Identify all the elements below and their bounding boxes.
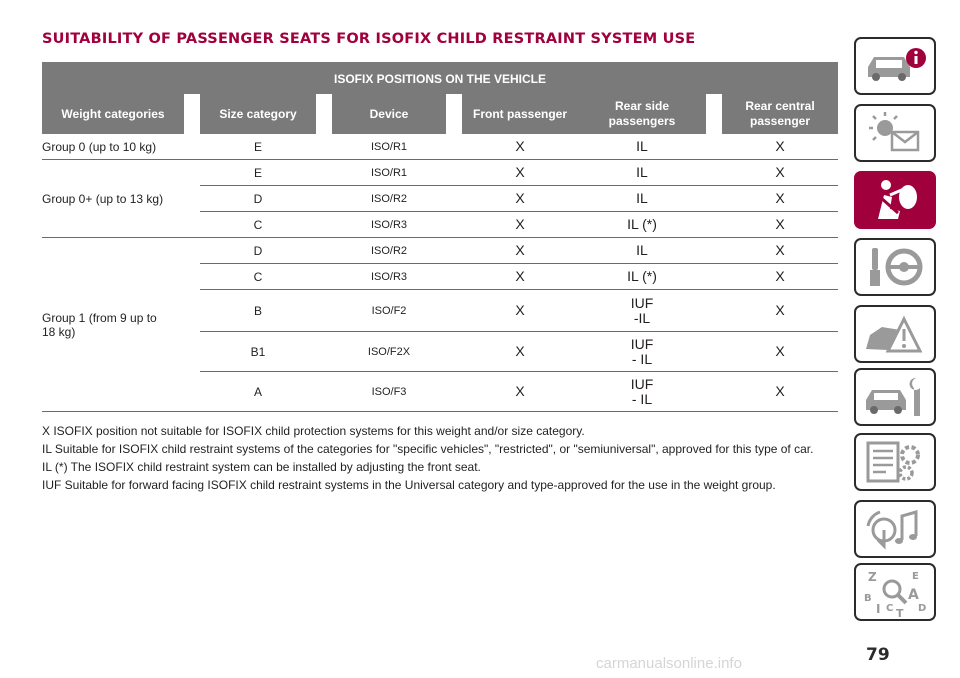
header-rear-side-passengers	[578, 94, 706, 134]
device-cell: ISO/F2X	[367, 345, 411, 358]
header-separator	[446, 94, 462, 134]
front-cell: X	[515, 216, 525, 232]
front-cell: X	[515, 343, 525, 359]
group-label	[42, 238, 200, 412]
size-cell: B	[253, 303, 262, 318]
header-rear-central-passenger	[722, 94, 838, 134]
rear-central-cell: X	[775, 190, 785, 206]
note-il-star: IL (*) The ISOFIX child restraint system can be installed by adjusting the front seat.	[42, 460, 481, 474]
group-label: Group 0+ (up to 13 kg)	[42, 160, 200, 238]
key-steering-wheel-icon	[860, 242, 930, 292]
rear-central-cell: X	[775, 268, 785, 284]
size-cell: C	[253, 269, 263, 284]
note-iuf: IUF Suitable for forward facing ISOFIX child restraint systems in the Universal category and type-approved for the use in the weight group.	[42, 478, 776, 492]
rear-side-cell: IL (*)	[627, 216, 657, 232]
car-maintenance-icon	[860, 372, 930, 422]
group-label-line1: Group 1 (from 9 up to	[42, 310, 157, 325]
device-cell: ISO/R2	[370, 244, 408, 257]
rear-side-line1: IUF	[630, 375, 654, 392]
rear-side-cell	[578, 290, 706, 331]
table-row	[200, 186, 838, 212]
device-cell: ISO/R3	[370, 218, 408, 231]
rear-side-line2: - IL	[631, 390, 653, 407]
index-letter: E	[912, 571, 919, 582]
group-label: Group 0 (up to 10 kg)	[42, 134, 200, 160]
rear-side-cell: IL (*)	[627, 268, 657, 284]
rear-side-cell	[578, 372, 706, 411]
size-cell: A	[253, 384, 262, 399]
tab-car-accident[interactable]	[854, 305, 936, 363]
rear-side-cell: IL	[636, 138, 648, 154]
size-cell: C	[253, 217, 263, 232]
header-rear-side-line1: Rear side	[614, 99, 670, 113]
table-row	[200, 332, 838, 372]
tab-technical-data[interactable]	[854, 433, 936, 491]
rear-central-cell: X	[775, 164, 785, 180]
size-cell: D	[253, 243, 263, 258]
header-weight-categories: Weight categories	[61, 106, 165, 121]
index-letter: D	[918, 603, 927, 614]
device-cell: ISO/R2	[370, 192, 408, 205]
index-letter: B	[864, 593, 872, 604]
index-letter: T	[896, 607, 904, 617]
rear-side-line2: - IL	[631, 350, 653, 367]
car-accident-icon	[860, 309, 930, 359]
table-row	[200, 160, 838, 186]
header-front-passenger: Front passenger	[472, 106, 568, 121]
tab-alphabetical-index[interactable]	[854, 563, 936, 621]
header-rear-side-line2: passengers	[608, 114, 676, 128]
table-header-row	[42, 94, 838, 134]
rear-side-line1: IUF	[630, 335, 654, 352]
airbag-seat-icon	[860, 175, 930, 225]
rear-central-cell: X	[775, 302, 785, 318]
index-letter: I	[876, 602, 881, 616]
tab-car-maintenance[interactable]	[854, 368, 936, 426]
header-separator	[706, 94, 722, 134]
header-device: Device	[369, 106, 409, 121]
table-row	[200, 372, 838, 412]
front-cell: X	[515, 190, 525, 206]
rear-side-cell	[578, 332, 706, 371]
tab-key-steering[interactable]	[854, 238, 936, 296]
header-separator	[316, 94, 332, 134]
note-il: IL Suitable for ISOFIX child restraint systems of the categories for "specific vehicles", "restricted", or "semiuniversal", approved for this type of car.	[42, 442, 814, 456]
tab-warning-lights[interactable]	[854, 104, 936, 162]
table-row	[200, 238, 838, 264]
device-cell: ISO/F3	[371, 385, 407, 398]
header-size-category: Size category	[219, 106, 297, 121]
front-cell: X	[515, 164, 525, 180]
note-x: X ISOFIX position not suitable for ISOFIX child protection systems for this weight and/or size category.	[42, 424, 585, 438]
technical-data-icon	[860, 437, 930, 487]
page-title: SUITABILITY OF PASSENGER SEATS FOR ISOFIX CHILD RESTRAINT SYSTEM USE	[42, 31, 696, 47]
device-cell: ISO/R1	[370, 140, 408, 153]
tab-car-info[interactable]	[854, 37, 936, 95]
isofix-table	[42, 62, 838, 412]
group-label-line2: 18 kg)	[42, 324, 76, 339]
device-cell: ISO/R3	[370, 270, 408, 283]
size-cell: E	[253, 139, 262, 154]
table-row	[200, 264, 838, 290]
rear-central-cell: X	[775, 343, 785, 359]
rear-central-cell: X	[775, 138, 785, 154]
size-cell: B1	[250, 344, 266, 359]
rear-side-cell: IL	[636, 190, 648, 206]
notes	[42, 424, 832, 496]
front-cell: X	[515, 383, 525, 399]
rear-central-cell: X	[775, 242, 785, 258]
rear-central-cell: X	[775, 383, 785, 399]
table-banner: ISOFIX POSITIONS ON THE VEHICLE	[42, 62, 838, 94]
size-cell: D	[253, 191, 263, 206]
header-separator	[184, 94, 200, 134]
front-cell: X	[515, 268, 525, 284]
watermark: carmanualsonline.info	[596, 655, 742, 672]
header-rear-central-line2: passenger	[749, 114, 811, 128]
rear-central-cell: X	[775, 216, 785, 232]
car-info-icon	[860, 41, 930, 91]
device-cell: ISO/R1	[370, 166, 408, 179]
rear-side-cell: IL	[636, 164, 648, 180]
rear-side-line1: IUF	[630, 294, 654, 311]
alphabetical-index-icon	[860, 567, 930, 617]
rear-side-cell: IL	[636, 242, 648, 258]
front-cell: X	[515, 242, 525, 258]
index-letter: Z	[868, 570, 877, 584]
warning-lights-icon	[860, 108, 930, 158]
size-cell: E	[253, 165, 262, 180]
tab-multimedia[interactable]	[854, 500, 936, 558]
front-cell: X	[515, 138, 525, 154]
table-body	[42, 134, 838, 412]
table-row	[42, 134, 838, 160]
index-letter: A	[908, 587, 919, 603]
table-row	[200, 290, 838, 332]
index-letter: C	[886, 603, 894, 614]
multimedia-icon	[860, 504, 930, 554]
device-cell: ISO/F2	[371, 304, 407, 317]
page-number: 79	[866, 645, 890, 665]
front-cell: X	[515, 302, 525, 318]
rear-side-line2: -IL	[633, 309, 651, 326]
table-row	[200, 212, 838, 238]
tab-airbag-seat[interactable]	[854, 171, 936, 229]
header-rear-central-line1: Rear central	[745, 99, 815, 113]
